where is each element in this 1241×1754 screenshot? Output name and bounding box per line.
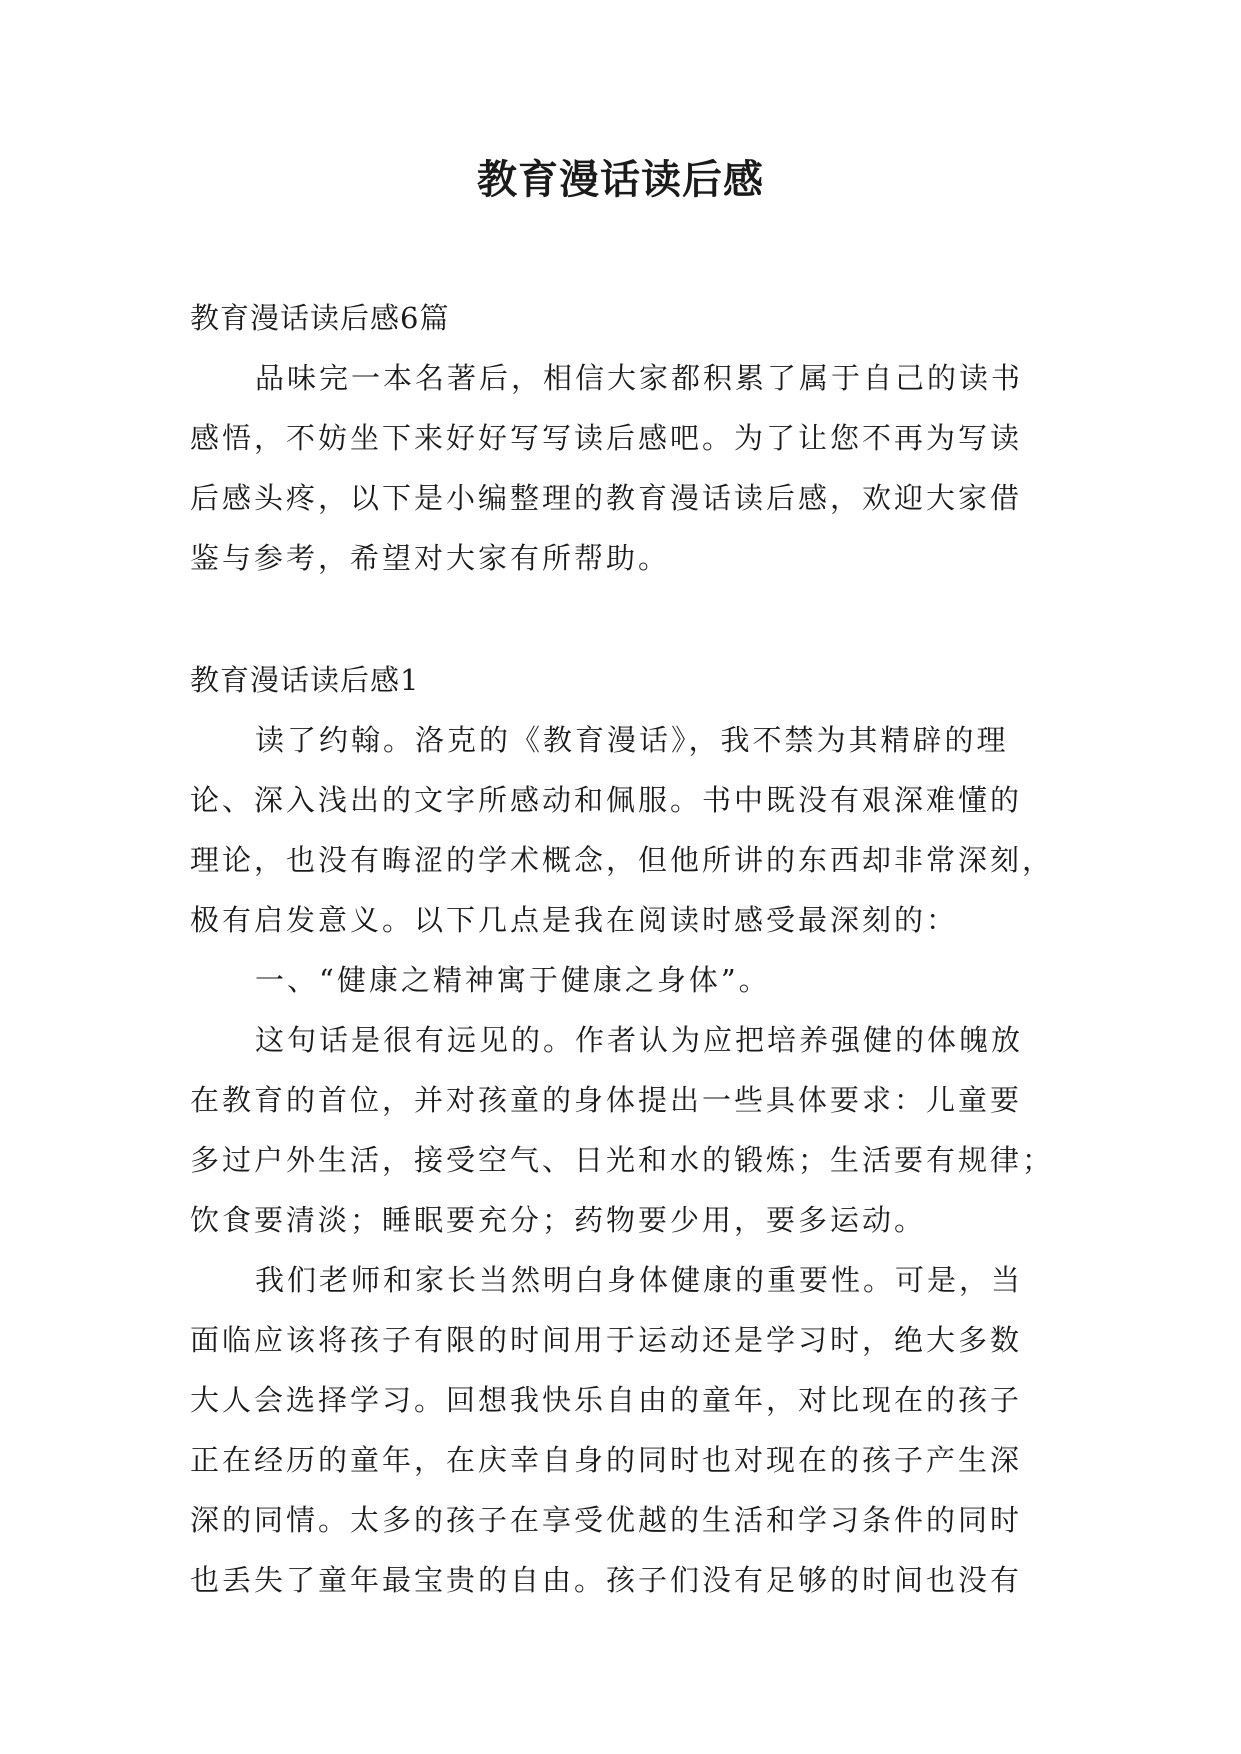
paragraph-line: 饮食要清淡；睡眠要充分；药物要少用，要多运动。 <box>190 1203 927 1237</box>
health-paragraph <box>190 1010 1055 1250</box>
intro-paragraph <box>190 348 1050 588</box>
paragraph-spacer <box>190 588 1050 650</box>
paragraph-line: 品味完一本名著后，相信大家都积累了属于自己的读书 <box>255 361 1024 395</box>
paragraph-line: 论、深入浅出的文字所感动和佩服。书中既没有艰深难懂的 <box>190 783 1023 817</box>
paragraph-line: 正在经历的童年，在庆幸自身的同时也对现在的孩子产生深 <box>190 1443 1023 1477</box>
paragraph-line: 理论，也没有晦涩的学术概念，但他所讲的东西却非常深刻， <box>190 843 1055 877</box>
section1-paragraph <box>190 710 1055 950</box>
paragraph-line: 大人会选择学习。回想我快乐自由的童年，对比现在的孩子 <box>190 1383 1023 1417</box>
point-heading: 一、“健康之精神寓于健康之身体”。 <box>255 963 771 997</box>
childhood-paragraph <box>190 1250 1050 1610</box>
paragraph-line: 在教育的首位，并对孩童的身体提出一些具体要求：儿童要 <box>190 1083 1023 1117</box>
section-heading: 教育漫话读后感1 <box>190 663 420 697</box>
paragraph-line: 极有启发意义。以下几点是我在阅读时感受最深刻的： <box>190 903 959 937</box>
paragraph-line: 读了约翰。洛克的《教育漫话》，我不禁为其精辟的理 <box>255 723 1009 757</box>
paragraph-line: 鉴与参考，希望对大家有所帮助。 <box>190 541 671 575</box>
paragraph-line: 面临应该将孩子有限的时间用于运动还是学习时，绝大多数 <box>190 1323 1023 1357</box>
paragraph-line: 这句话是很有远见的。作者认为应把培养强健的体魄放 <box>255 1023 1024 1057</box>
paragraph-line: 也丢失了童年最宝贵的自由。孩子们没有足够的时间也没有 <box>190 1563 1023 1597</box>
document-title: 教育漫话读后感 <box>477 156 764 203</box>
paragraph-line: 多过户外生活，接受空气、日光和水的锻炼；生活要有规律； <box>190 1143 1055 1177</box>
paragraph-line: 后感头疼，以下是小编整理的教育漫话读后感，欢迎大家借 <box>190 481 1023 515</box>
paragraph-line: 深的同情。太多的孩子在享受优越的生活和学习条件的同时 <box>190 1503 1023 1537</box>
document-body <box>190 288 1055 1610</box>
document-subtitle: 教育漫话读后感6篇 <box>190 301 450 335</box>
paragraph-line: 感悟，不妨坐下来好好写写读后感吧。为了让您不再为写读 <box>190 421 1023 455</box>
paragraph-line: 我们老师和家长当然明白身体健康的重要性。可是，当 <box>255 1263 1024 1297</box>
